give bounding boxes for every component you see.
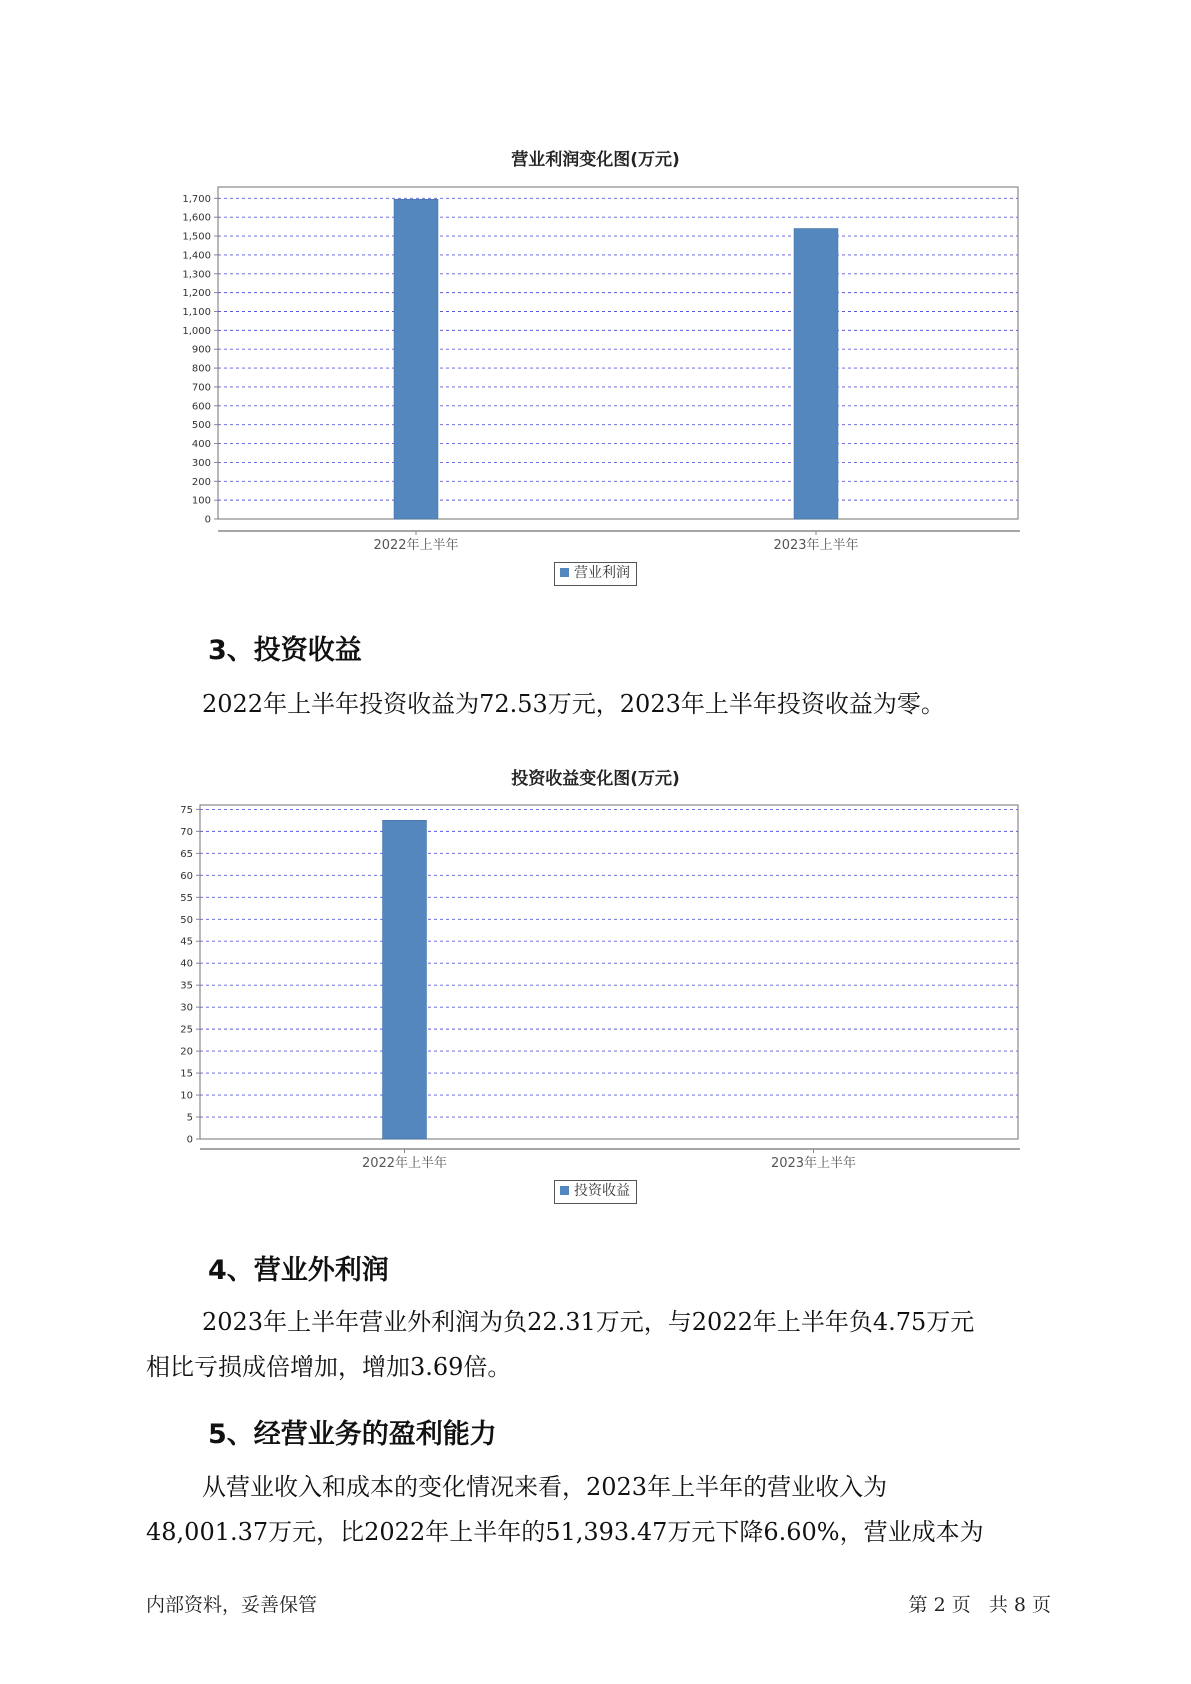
section5-line1: 从营业收入和成本的变化情况来看，2023年上半年的营业收入为 <box>202 1473 888 1501</box>
y-tick-label: 10 <box>180 1090 193 1102</box>
y-tick-label: 25 <box>180 1024 193 1036</box>
y-tick-label: 0 <box>204 514 211 526</box>
x-category-label: 2022年上半年 <box>373 538 459 553</box>
y-tick-label: 65 <box>180 848 193 860</box>
y-tick-label: 75 <box>180 804 193 816</box>
y-tick-label: 700 <box>191 382 211 394</box>
bar <box>383 820 427 1139</box>
legend-swatch <box>560 568 569 577</box>
y-tick-label: 900 <box>191 344 211 356</box>
chart1-legend <box>554 562 637 586</box>
y-tick-label: 1,400 <box>182 250 211 262</box>
operating-profit-chart <box>0 170 1191 553</box>
chart2-title: 投资收益变化图(万元) <box>511 769 680 789</box>
y-tick-label: 50 <box>180 914 193 926</box>
footer-confidential: 内部资料，妥善保管 <box>146 1594 318 1616</box>
y-tick-label: 800 <box>191 363 211 375</box>
y-tick-label: 30 <box>180 1002 193 1014</box>
section3-heading: 3、投资收益 <box>208 635 362 666</box>
y-tick-label: 70 <box>180 826 193 838</box>
y-tick-label: 60 <box>180 870 193 882</box>
y-tick-label: 400 <box>191 439 211 451</box>
y-tick-label: 600 <box>191 401 211 413</box>
y-tick-label: 0 <box>186 1134 193 1146</box>
section4-line1: 2023年上半年营业外利润为负22.31万元，与2022年上半年负4.75万元 <box>202 1308 975 1336</box>
y-tick-label: 100 <box>191 495 211 507</box>
y-tick-label: 1,700 <box>182 193 211 205</box>
y-tick-label: 300 <box>191 457 211 469</box>
y-tick-label: 1,100 <box>182 307 211 318</box>
section4-line2: 相比亏损成倍增加，增加3.69倍。 <box>146 1353 512 1381</box>
x-category-label: 2023年上半年 <box>773 538 859 553</box>
footer-page-number: 第 2 页 共 8 页 <box>908 1594 1051 1616</box>
section3-text: 2022年上半年投资收益为72.53万元，2023年上半年投资收益为零。 <box>202 690 945 718</box>
y-tick-label: 55 <box>180 892 193 904</box>
chart1-title: 营业利润变化图(万元) <box>511 150 680 170</box>
chart1-legend-label: 营业利润 <box>574 565 630 581</box>
chart2-legend-label: 投资收益 <box>574 1183 630 1199</box>
y-tick-label: 200 <box>191 476 211 488</box>
y-tick-label: 15 <box>180 1068 193 1080</box>
y-tick-label: 1,500 <box>182 231 211 243</box>
x-category-label: 2023年上半年 <box>770 1156 857 1171</box>
bar <box>394 199 438 519</box>
section4-heading: 4、营业外利润 <box>208 1255 389 1286</box>
y-tick-label: 40 <box>180 958 193 970</box>
y-tick-label: 20 <box>180 1046 193 1058</box>
plot-area <box>200 805 1018 1139</box>
investment-income-chart <box>0 790 1191 1170</box>
y-tick-label: 45 <box>180 936 193 948</box>
y-tick-label: 35 <box>180 980 193 992</box>
section5-heading: 5、经营业务的盈利能力 <box>208 1419 497 1450</box>
plot-area <box>218 187 1018 519</box>
bar <box>794 229 838 520</box>
y-tick-label: 1,000 <box>182 325 211 337</box>
legend-swatch <box>560 1186 569 1195</box>
y-tick-label: 5 <box>186 1112 193 1124</box>
chart2-legend <box>554 1180 637 1204</box>
y-tick-label: 1,300 <box>182 269 211 281</box>
y-tick-label: 500 <box>191 420 211 432</box>
x-category-label: 2022年上半年 <box>361 1156 448 1171</box>
section5-line2: 48,001.37万元，比2022年上半年的51,393.47万元下降6.60%，营业成本为 <box>146 1518 984 1546</box>
y-tick-label: 1,200 <box>182 288 211 300</box>
y-tick-label: 1,600 <box>182 212 211 224</box>
